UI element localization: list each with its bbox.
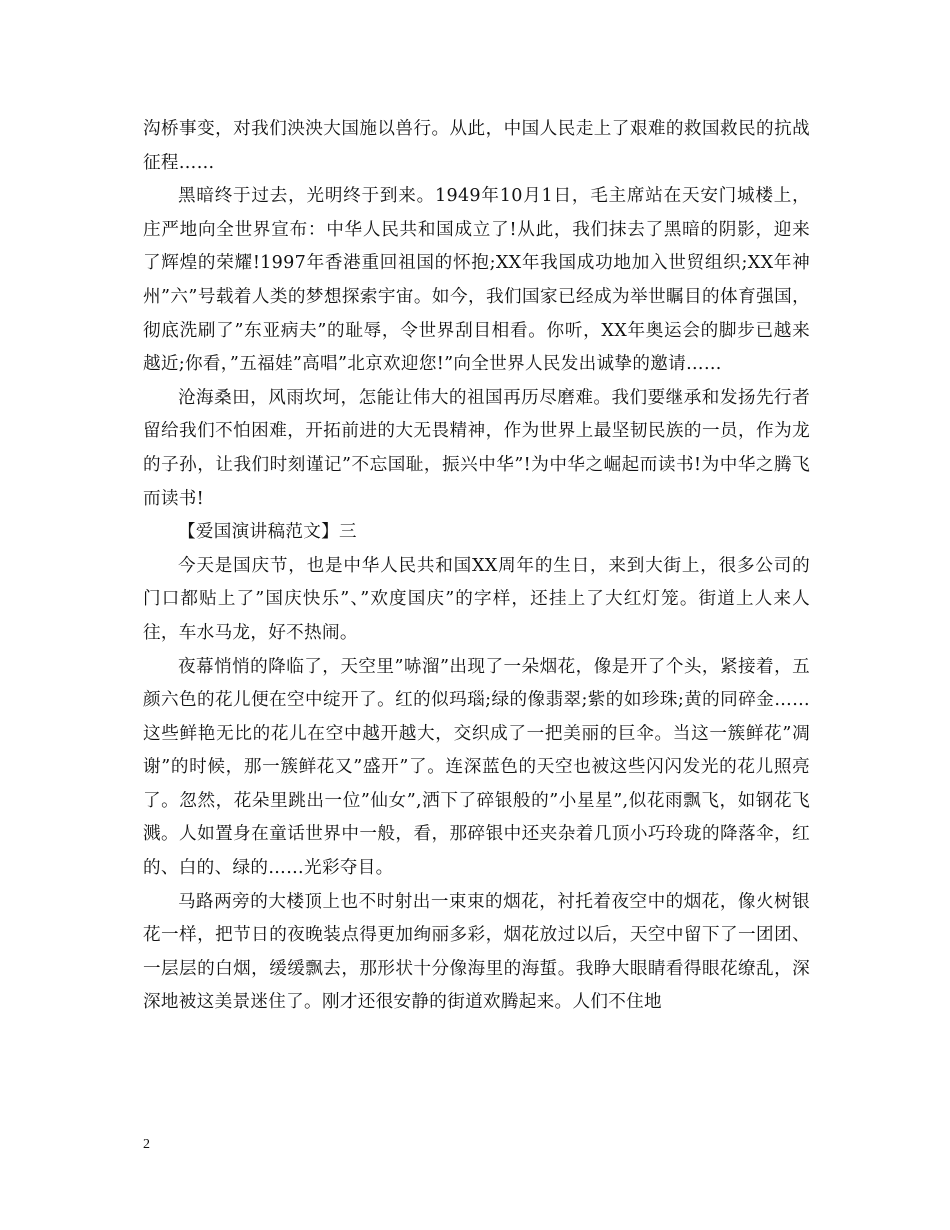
section-heading: 【爱国演讲稿范文】三: [178, 522, 357, 543]
paragraph-inherit-spirit: 沧海桑田，风雨坎坷，怎能让伟大的祖国再历尽磨难。我们要继承和发扬先行者留给我们不怕困难，开拓前进的大无畏精神，作为世界上最坚韧民族的一员，作为龙的子孙，让我们时刻谨记”不忘国耻，振兴中华”!为中华之崛起而读书!为中华之腾飞而读书!: [143, 387, 810, 509]
paragraph-fireworks: 夜幕悄悄的降临了，天空里”哧溜”出现了一朵烟花，像是开了个头，紧接着，五颜六色的花儿便在空中绽开了。红的似玛瑙;绿的像翡翠;紫的如珍珠;黄的同碎金……这些鲜艳无比的花儿在空中越开越大，交织成了一把美丽的巨伞。当这一簇鲜花”凋谢”的时候，那一簇鲜花又”盛开”了。连深蓝色的天空也被这些闪闪发光的花儿照亮了。忽然，花朵里跳出一位”仙女”,洒下了碎银般的”小星星”,似花雨飘飞，如钢花飞溅。人如置身在童话世界中一般，看，那碎银中还夹杂着几顶小巧玲珑的降落伞，红的、白的、绿的……光彩夺目。: [143, 656, 810, 879]
document-body: [143, 113, 810, 1020]
paragraph-national-day: 今天是国庆节，也是中华人民共和国XX周年的生日，来到大街上，很多公司的门口都贴上了”国庆快乐”、”欢度国庆”的字样，还挂上了大红灯笼。街道上人来人往，车水马龙，好不热闹。: [143, 555, 810, 643]
paragraph-street-celebration: 马路两旁的大楼顶上也不时射出一束束的烟花，衬托着夜空中的烟花，像火树银花一样，把节日的夜晚装点得更加绚丽多彩，烟花放过以后，天空中留下了一团团、一层层的白烟，缓缓飘去，那形状十分像海里的海蜇。我睁大眼睛看得眼花缭乱，深深地被这美景迷住了。刚才还很安静的街道欢腾起来。人们不住地: [143, 891, 810, 1013]
paragraph-continuation: 沟桥事变，对我们泱泱大国施以兽行。从此，中国人民走上了艰难的救国救民的抗战征程……: [143, 119, 810, 173]
page-number: 2: [143, 1137, 150, 1152]
paragraph-founding: 黑暗终于过去，光明终于到来。1949年10月1日，毛主席站在天安门城楼上，庄严地向全世界宣布：中华人民共和国成立了!从此，我们抹去了黑暗的阴影，迎来了辉煌的荣耀!1997年香港重回祖国的怀抱;XX年我国成功地加入世贸组织;XX年神州”六”号载着人类的梦想探索宇宙。如今，我们国家已经成为举世瞩目的体育强国，彻底洗刷了”东亚病夫”的耻辱，令世界刮目相看。你听，XX年奥运会的脚步已越来越近;你看，”五福娃”高唱”北京欢迎您!”向全世界人民发出诚挚的邀请……: [143, 186, 810, 375]
